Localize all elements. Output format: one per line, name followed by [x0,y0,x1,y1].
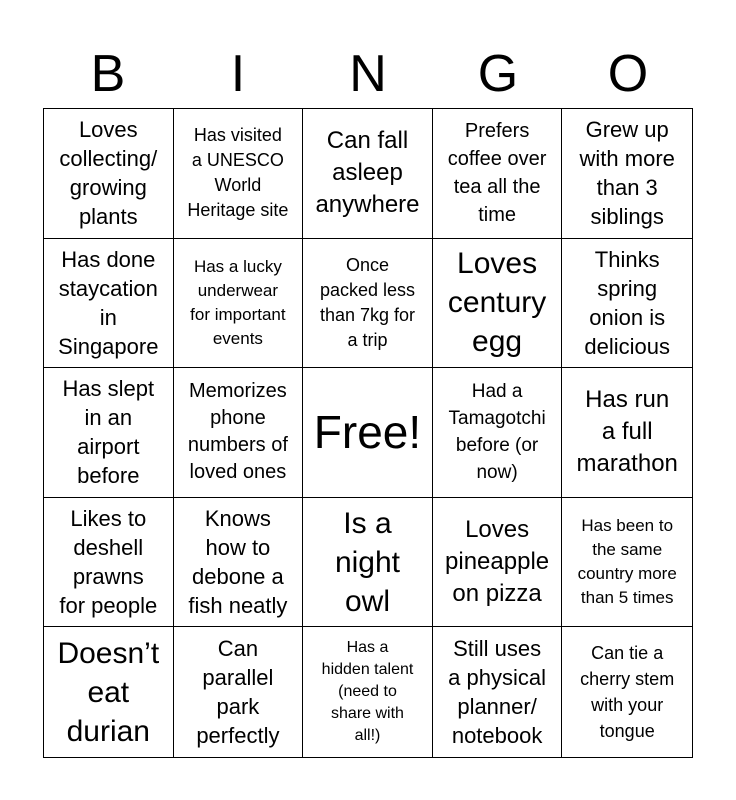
header-letter-b: B [90,45,126,103]
bingo-cell-text: Loves collecting/ growing plants [59,117,158,230]
bingo-cell-text: Has run a full marathon [576,386,678,478]
bingo-cell-r4-c5[interactable] [562,498,692,628]
bingo-cell-text: Had a Tamagotchi before (or now) [448,381,546,484]
bingo-cell-r1-c1[interactable] [44,109,174,239]
bingo-cell-r5-c4[interactable] [433,627,563,757]
bingo-cell-text: Loves century egg [447,247,547,359]
bingo-cell-r5-c1[interactable] [44,627,174,757]
bingo-cell-text: Loves pineapple on pizza [445,516,550,608]
bingo-cell-r1-c5[interactable] [562,109,692,239]
bingo-cell-text: Has visited a UNESCO World Heritage site [187,125,289,221]
bingo-cell-r3-c1[interactable] [44,368,174,498]
bingo-cell-text: Has been to the same country more than 5 times [577,516,677,608]
bingo-cell-r3-c4[interactable] [433,368,563,498]
bingo-cell-r2-c5[interactable] [562,239,692,369]
bingo-cell-r2-c4[interactable] [433,239,563,369]
bingo-cell-text: Grew up with more than 3 siblings [579,117,675,230]
bingo-cell-text: Memorizes phone numbers of loved ones [187,380,288,484]
bingo-cell-text: Prefers coffee over tea all the time [447,120,547,227]
bingo-cell-r1-c4[interactable] [433,109,563,239]
bingo-cell-text: Knows how to debone a fish neatly [188,506,288,619]
bingo-cell-text: Doesn’t eat durian [57,636,160,748]
bingo-cell-r3-c2[interactable] [174,368,304,498]
bingo-cell-r5-c2[interactable] [174,627,304,757]
bingo-cell-text: Thinks spring onion is delicious [584,246,670,359]
bingo-cell-text: Can parallel park perfectly [196,636,280,749]
bingo-cell-text: Can tie a cherry stem with your tongue [580,643,675,742]
bingo-cell-text: Free! [313,406,422,459]
bingo-cell-r3-c5[interactable] [562,368,692,498]
bingo-cell-r5-c5[interactable] [562,627,692,757]
free-space-cell[interactable] [303,368,433,498]
bingo-cell-r4-c2[interactable] [174,498,304,628]
bingo-cell-text: Likes to deshell prawns for people [59,506,158,619]
bingo-cell-text: Can fall asleep anywhere [315,127,420,219]
bingo-cell-text: Once packed less than 7kg for a trip [319,254,416,350]
bingo-cell-text: Has slept in an airport before [62,376,155,489]
bingo-cell-r5-c3[interactable] [303,627,433,757]
bingo-board [43,108,693,758]
header-letter-i: I [230,45,246,103]
header-letter-g: G [477,45,519,103]
header-letter-n: N [349,45,387,103]
bingo-cell-r1-c3[interactable] [303,109,433,239]
bingo-cell-r1-c2[interactable] [174,109,304,239]
bingo-cell-r2-c2[interactable] [174,239,304,369]
bingo-cell-r4-c3[interactable] [303,498,433,628]
bingo-cell-r4-c1[interactable] [44,498,174,628]
bingo-cell-r2-c1[interactable] [44,239,174,369]
bingo-cell-text: Has a lucky underwear for important events [190,256,286,348]
bingo-cell-text: Is a night owl [334,506,401,618]
bingo-cell-text: Still uses a physical planner/ notebook [448,636,547,749]
bingo-cell-text: Has a hidden talent (need to share with all!) [321,639,414,745]
bingo-cell-r4-c4[interactable] [433,498,563,628]
header-letter-o: O [607,45,649,103]
bingo-cell-r2-c3[interactable] [303,239,433,369]
bingo-cell-text: Has done staycation in Singapore [58,246,159,359]
bingo-header [43,40,693,108]
